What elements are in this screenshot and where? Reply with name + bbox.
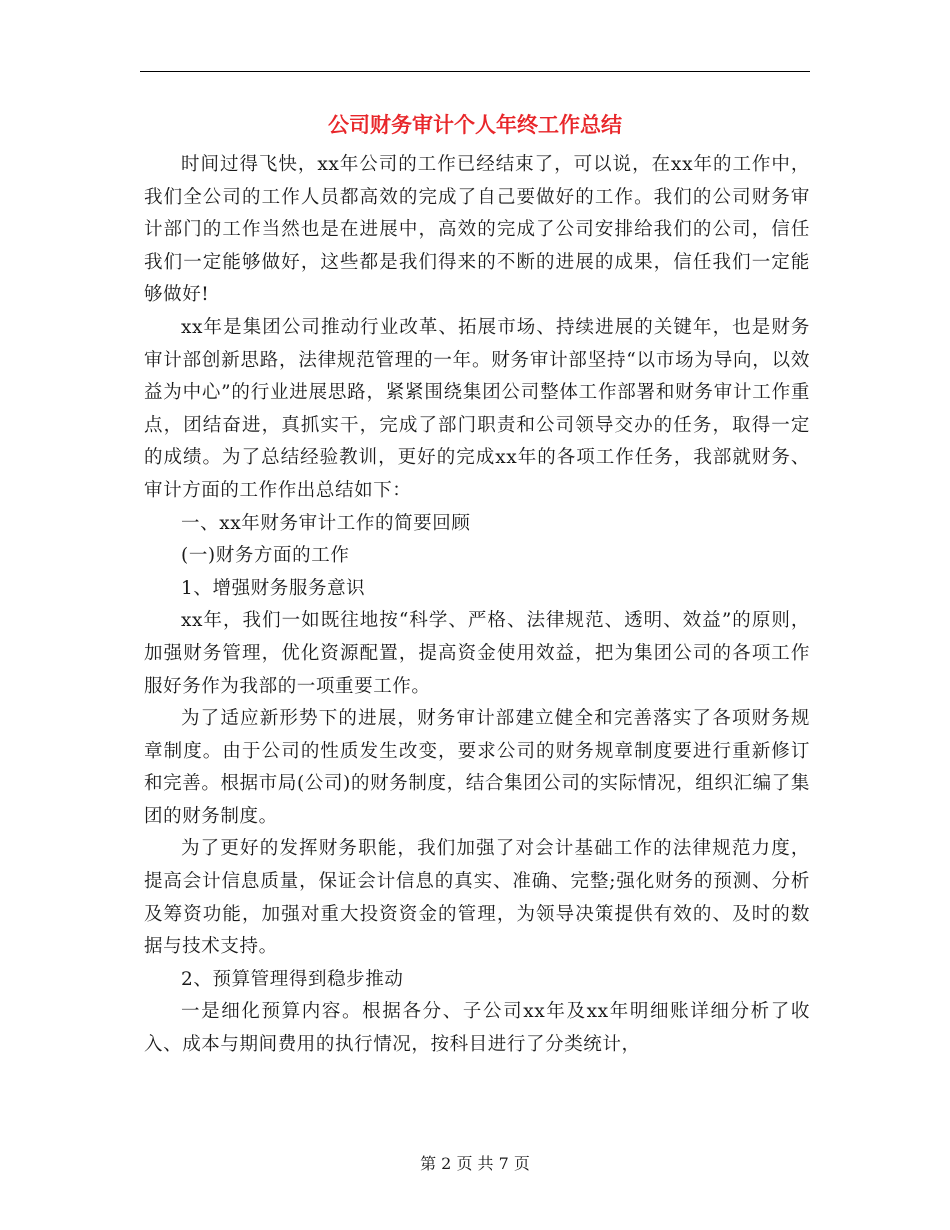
document-title: 公司财务审计个人年终工作总结 — [328, 113, 622, 137]
subsection-heading-finance: (一)财务方面的工作 — [181, 545, 350, 567]
paragraph-overview: xx年是集团公司推动行业改革、拓展市场、持续进展的关键年，也是财务审计部创新思路，法律规范管理的一年。财务审计部坚持“以市场为导向，以效益为中心”的行业进展思路，紧紧围绕集团公司整体工作部署和财务审计工作重点，团结奋进，真抓实干，完成了部门职责和公司领导交办的任务，取得一定的成绩。为了总结经验教训，更好的完成xx年的各项工作任务，我部就财务、审计方面的工作作出总结如下： — [144, 316, 810, 501]
page-number-footer: 第 2 页 共 7 页 — [420, 1154, 530, 1173]
paragraph-regulations: 为了适应新形势下的进展，财务审计部建立健全和完善落实了各项财务规章制度。由于公司的性质发生改变，要求公司的财务规章制度要进行重新修订和完善。根据市局(公司)的财务制度，结合集团公司的实际情况，组织汇编了集团的财务制度。 — [144, 708, 810, 827]
paragraph-accounting-basics: 为了更好的发挥财务职能，我们加强了对会计基础工作的法律规范力度，提高会计信息质量，保证会计信息的真实、准确、完整;强化财务的预测、分析及筹资功能，加强对重大投资资金的管理，为领导决策提供有效的、及时的数据与技术支持。 — [144, 838, 810, 958]
item-heading-service-awareness: 1、增强财务服务意识 — [181, 577, 366, 599]
document-body — [144, 149, 810, 1062]
section-heading-review: 一、xx年财务审计工作的简要回顾 — [181, 512, 471, 534]
paragraph-service-principles: xx年，我们一如既往地按“科学、严格、法律规范、透明、效益”的原则，加强财务管理，优化资源配置，提高资金使用效益，把为集团公司的各项工作服好务作为我部的一项重要工作。 — [144, 610, 810, 697]
header-rule — [140, 71, 810, 72]
paragraph-budget-detail: 一是细化预算内容。根据各分、子公司xx年及xx年明细账详细分析了收入、成本与期间费用的执行情况，按科目进行了分类统计， — [144, 1001, 810, 1056]
paragraph-intro: 时间过得飞快，xx年公司的工作已经结束了，可以说，在xx年的工作中，我们全公司的工作人员都高效的完成了自己要做好的工作。我们的公司财务审计部门的工作当然也是在进展中，高效的完成了公司安排给我们的公司，信任我们一定能够做好，这些都是我们得来的不断的进展的成果，信任我们一定能够做好! — [144, 154, 810, 306]
item-heading-budget-management: 2、预算管理得到稳步推动 — [181, 968, 404, 990]
